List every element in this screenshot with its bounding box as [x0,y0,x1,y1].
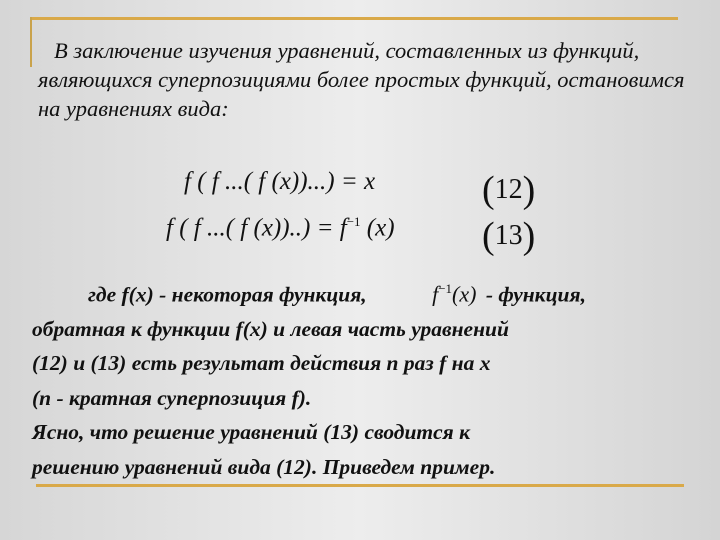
equation-12: f ( f ...( f (x))...) = x [184,168,376,195]
body-line-3: (12) и (13) есть результат действия n раз f на x [32,351,491,376]
body-line-2: обратная к функции f(x) и левая часть уравнений [32,316,509,341]
inline-arg: (x) [452,281,477,307]
inverse-function-inline [372,272,480,312]
body-line-5: Ясно, что решение уравнений (13) сводится к [32,420,471,445]
body-line-1 [32,272,708,312]
equation-13-number-value: 13 [494,220,523,251]
body-line-1-prefix: где f(x) - некоторая функция, [88,282,367,307]
equation-13-tail: (x) [360,214,395,242]
left-decorative-rule [30,17,32,67]
body-line-4: (n - кратная суперпозиция f). [32,385,312,410]
top-decorative-rule [30,17,678,20]
bottom-decorative-rule [36,484,684,487]
equation-13-superscript: −1 [346,214,361,229]
body-paragraph [32,272,708,484]
body-line-6: решению уравнений вида (12). Приведем пример. [32,454,496,479]
intro-paragraph: В заключение изучения уравнений, составленных из функций, являющихся суперпозициями более простых функций, остановимся на уравнениях вида: [38,38,685,121]
body-line-1-suffix: - функция, [485,282,586,307]
equation-13 [166,214,395,242]
inline-f: f [432,281,439,307]
equation-13-main: f ( f ...( f (x))..) = f [166,214,347,242]
equation-13-number: (13) [482,215,536,257]
equation-12-number: (12) [482,169,536,211]
equation-12-number-value: 12 [494,174,523,205]
inline-sup: −1 [438,281,453,296]
